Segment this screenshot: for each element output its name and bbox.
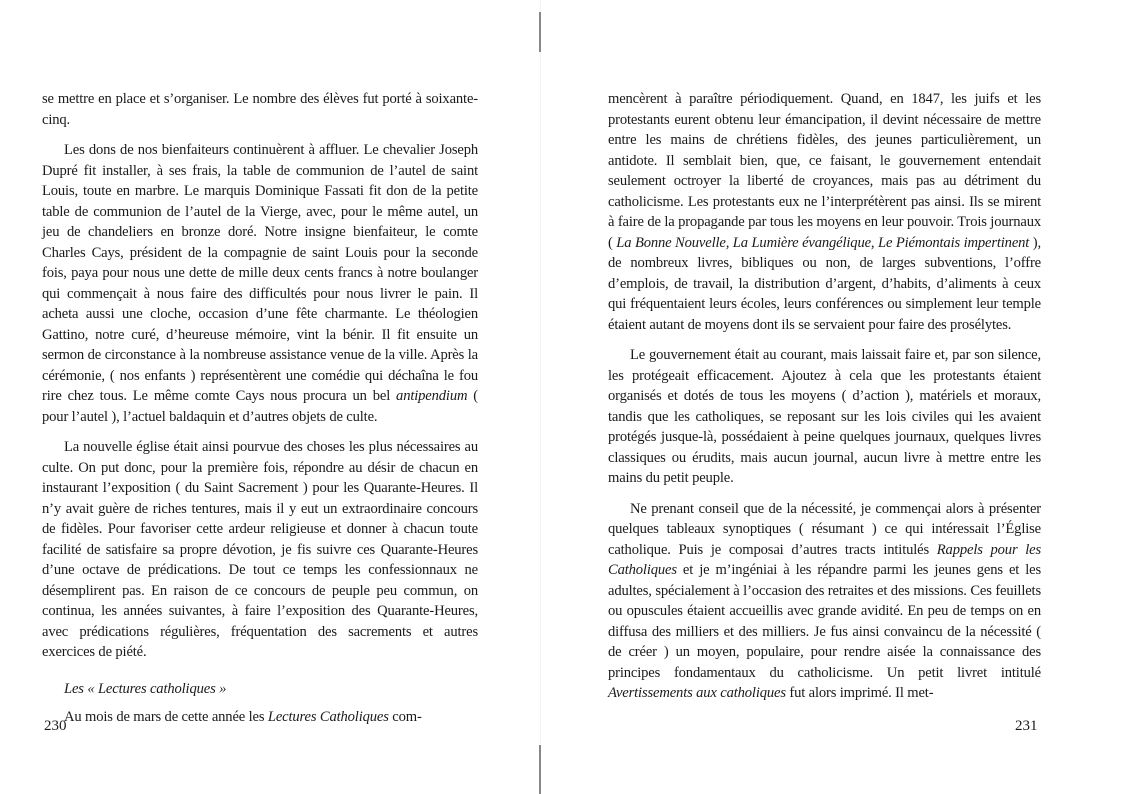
paragraph-text: Les dons de nos bienfaiteurs continuèrent à affluer. Le chevalier Joseph Dupré fit installer, à ses frais, la table de communion de l’autel de saint Louis, toute en marbre. Le marquis Dominique Fassati fit don de la petite table de communion de l’autel de la Vierge, avec, pour le même autel, un jeu de chandeliers en bronze doré. Notre insigne bienfaiteur, le comte Charles Cays, président de la compagnie de saint Louis pour la seconde fois, paya pour nous une dette de mille deux cents francs à notre boulanger qui commençait à nous faire des difficultés pour nous livrer le pain. Il acheta aussi une cloche, occasion d’une fête charmante. Le théologien Gattino, notre curé, d’heureuse mémoire, vint la bénir. Il fit ensuite un sermon de circonstance à la nombreuse assistance venue de la ville. Après la cérémonie, ( nos enfants ) représentèrent une comédie qui déchaîna le fou rire chez tous. Le même comte Cays nous procura un bel <box>42 142 478 404</box>
paragraph <box>42 707 478 728</box>
paragraph-text: et je m’ingéniai à les répandre parmi les jeunes gens et les adultes, spécialement à l’occasion des retraites et des missions. Ces feuillets ou opuscules étaient accueillis avec grande avidité. En peu de temps on en diffusa des milliers et des milliers. Je fus ainsi convaincu de la nécessité ( de créer ) un moyen, populaire, pour rendre aisée la connaissance des principes fondamentaux du catholicisme. Un petit livret intitulé <box>608 562 1041 681</box>
paragraph-text: Ne prenant conseil que de la nécessité, je commençai alors à présenter quelques tableaux synoptiques ( résumant ) ce qui intéressait l’Église catholique. Puis je composai d’autres tracts intitulés <box>608 500 1041 558</box>
paragraph-text: mencèrent à paraître périodiquement. Quand, en 1847, les juifs et les protestants eurent obtenu leur émancipation, il devint nécessaire de mettre entre les mains de chrétiens fidèles, des jeunes particulièrement, un antidote. Il semblait bien, que, ce faisant, le gouvernement entendait seulement octroyer la liberté de croyances, mais pas au détriment du catholicisme. Les protestants eux ne l’interprétèrent pas ainsi. Ils se mirent à faire de la propagande par tous les moyens en leur pouvoir. Trois journaux ( <box>608 91 1041 251</box>
paragraph-text: Au mois de mars de cette année les <box>64 709 268 725</box>
paragraph: se mettre en place et s’organiser. Le nombre des élèves fut porté à soixante-cinq. <box>42 91 478 128</box>
paragraph-text: fut alors imprimé. Il met- <box>785 685 934 701</box>
page-number: 230 <box>44 718 67 734</box>
paragraph <box>608 499 1041 704</box>
paragraph-text: ( pour l’autel ), l’actuel baldaquin et d’autres objets de culte. <box>42 388 478 425</box>
left-page-body <box>42 89 478 738</box>
italic-titles: La Bonne Nouvelle, La Lumière évangélique, Le Piémontais impertinent <box>616 234 1030 251</box>
paragraph: La nouvelle église était ainsi pourvue des choses les plus nécessaires au culte. On put donc, pour la première fois, répondre au désir de chacun en instaurant l’exposition ( du Saint Sacrement ) pour les Quarante-Heures. Il n’y avait guère de riches tentures, mais il y eut un extraordinaire concours de fidèles. Pour favoriser cette ardeur religieuse et donner à chacun toute facilité de satisfaire sa propre dévotion, je fis suivre ces Quarante-Heures d’une octave de prédications. De tout ce temps les confessionnaux ne désemplirent pas. En raison de ce concours de peuple peu commun, on continua, les années suivantes, à faire l’exposition des Quarante-Heures, avec prédications régulières, fréquentation des sacrements et autres exercices de piété. <box>42 439 478 660</box>
right-page-body <box>608 89 1041 714</box>
paragraph-text: ), de nombreux livres, bibliques ou non, de larges subventions, l’offre d’emplois, de travail, la distribution d’argent, d’habits, d’aliments à ceux qui fréquentaient leurs écoles, leurs conférences ou simplement leur temple étaient autant de moyens dont ils se servaient pour faire des prosélytes. <box>608 234 1041 333</box>
paragraph: Le gouvernement était au courant, mais laissait faire et, par son silence, les protégeait efficacement. Ajoutez à cela que les protestants étaient organisés et dotés de tous les moyens ( d’action ), matériels et moraux, tandis que les catholiques, se reposant sur les lois civiles qui les avaient protégés jusque-là, possédaient à peine quelques journaux, quelques livres classiques ou érudits, mais aucun journal, aucun livre à mettre entre les mains du petit peuple. <box>608 347 1041 486</box>
left-page <box>0 0 540 794</box>
paragraph <box>42 140 478 427</box>
italic-term: antipendium <box>396 388 468 404</box>
paragraph-text: com- <box>388 709 422 725</box>
page-number: 231 <box>1015 718 1038 734</box>
paragraph <box>608 89 1041 335</box>
section-heading: Les « Lectures catholiques » <box>64 680 227 697</box>
right-page <box>541 0 1123 794</box>
italic-title: Lectures Catholiques <box>267 709 389 725</box>
italic-title: Avertissements aux catholiques <box>608 685 786 701</box>
italic-title: Rappels pour les Catholiques <box>608 541 1041 578</box>
